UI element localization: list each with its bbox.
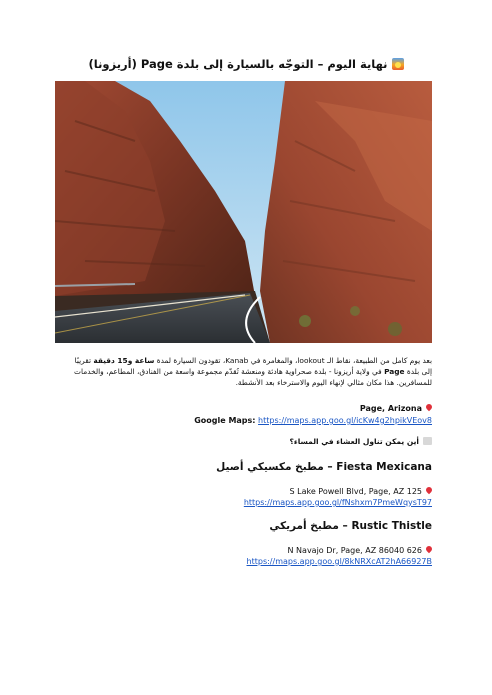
restaurant-link-line: [62, 497, 432, 508]
restaurant-address: [62, 545, 432, 556]
intro-bold-duration: ساعة و15 دقيقة: [93, 356, 155, 365]
dinner-question-text: أين يمكن تناول العشاء في المساء؟: [289, 437, 419, 446]
maps-label: Google Maps:: [194, 416, 256, 425]
location-maps-link[interactable]: https://maps.app.goo.gl/icKw4g2hpikVEov8: [258, 416, 432, 425]
intro-bold-page: Page: [384, 366, 405, 376]
sunset-icon: [392, 58, 404, 70]
location-heading: [62, 403, 432, 414]
round-pushpin-icon: [425, 486, 433, 494]
round-pushpin-icon: [425, 403, 433, 411]
page-title: [40, 56, 452, 72]
restaurant-link-line: [62, 556, 432, 567]
restaurant-title: Fiesta Mexicana – مطبخ مكسيكي أصيل: [216, 461, 432, 473]
location-name: Page, Arizona: [359, 404, 422, 413]
intro-text-1: بعد يوم كامل من الطبيعة، نقاط الـ lookout، والمغامرة في Kanab، تقودون السيارة لمدة: [154, 356, 432, 365]
intro-text-2: تقريبًا إلى بلدة: [74, 356, 432, 376]
restaurant-maps-link[interactable]: https://maps.app.goo.gl/fNshxm7PmeWqysT97: [243, 498, 432, 507]
fork-and-knife-icon: [423, 437, 432, 445]
canyon-road-photo: [55, 81, 432, 343]
intro-paragraph: [62, 356, 432, 388]
round-pushpin-icon: [425, 545, 433, 553]
restaurant-address: [62, 486, 432, 497]
restaurant-address-text: N Navajo Dr, Page, AZ 86040 626: [287, 546, 422, 555]
location-maps-line: [62, 415, 432, 426]
restaurant-title: Rustic Thistle – مطبخ أمريكي: [269, 520, 432, 532]
page-title-text: نهاية اليوم – التوجّه بالسيارة إلى بلدة Page (أريزونا): [88, 57, 388, 71]
intro-text-3: في ولاية أريزونا - بلدة صحراوية هادئة ومنعشة تُقدّم مجموعة واسعة من الفنادق، المطاعم، والخدمات للمسافرين. هذا مكان مثالي لإنهاء اليوم والاسترخاء بعد الأنشطة.: [74, 366, 432, 387]
restaurant-address-text: S Lake Powell Blvd, Page, AZ 125: [289, 487, 422, 496]
dinner-question: [62, 436, 432, 447]
restaurant-maps-link[interactable]: https://maps.app.goo.gl/8kNRXcAT2hA66927B: [246, 557, 432, 566]
